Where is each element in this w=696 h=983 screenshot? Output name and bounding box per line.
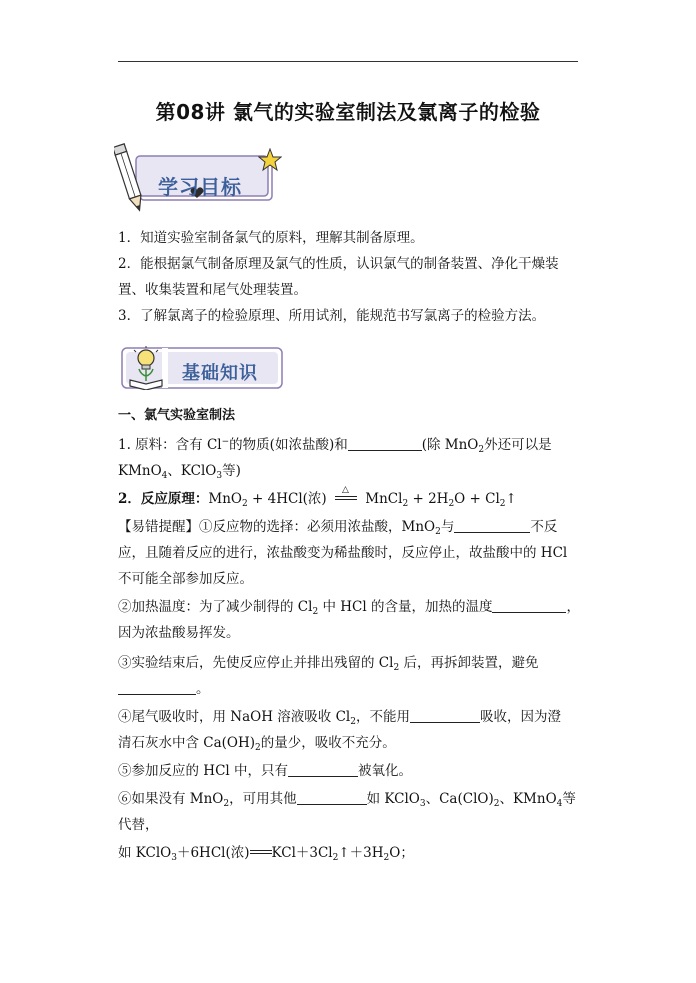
lightbulb-icon <box>126 346 166 390</box>
pencil-icon <box>114 140 144 216</box>
goal-2: 2．能根据氯气制备原理及氯气的性质，认识氯气的制备装置、净化干燥装 <box>118 256 559 272</box>
point-4-line-1: ④尾气吸收时，用 NaOH 溶液吸收 $Cl_2$，不能用 吸收，因为澄 <box>118 709 561 727</box>
banner-label: 学习目标 <box>158 175 242 199</box>
answer-blank[interactable] <box>118 680 196 695</box>
point-3-line-2: 。 <box>118 679 210 699</box>
raw-materials-line: 1. 原料：含有 Cl−的物质(如浓盐酸)和 (除 MnO$_2$外还可以是 <box>118 437 552 455</box>
goal-1: 1．知道实验室制备氯气的原料，理解其制备原理。 <box>118 230 424 246</box>
banner-learning-goals <box>112 140 292 212</box>
raw-materials-line-2: KMnO$_4$、KClO$_3$等) <box>118 463 241 481</box>
tip-line-1: 【易错提醒】①反应物的选择：必须用浓盐酸，MnO$_2$与 不反 <box>118 519 558 537</box>
book-icon <box>130 380 162 390</box>
answer-blank[interactable] <box>410 708 480 723</box>
reaction-principle: 2．反应原理：MnO$_2$ + 4HCl(浓) △ MnCl$_2$ + $2H_2O$ + $Cl_2↑$ <box>118 485 517 509</box>
page-title: 第08讲 氯气的实验室制法及氯离子的检验 <box>155 100 541 124</box>
equals-sign <box>250 850 272 854</box>
answer-blank[interactable] <box>297 790 367 805</box>
header-rule <box>118 61 578 62</box>
point-3-line-1: ③实验结束后，先使反应停止并排出残留的 $Cl_2$ 后，再拆卸装置，避免 <box>118 655 539 673</box>
point-6-line-1: ⑥如果没有 MnO$_2$，可用其他 如 KClO$_3$、$Ca(ClO)_2$、KMnO$_4$等 <box>118 791 576 809</box>
goal-2-cont: 置、收集装置和尾气处理装置。 <box>118 282 307 298</box>
example-equation: 如 KClO$_3$＋6HCl(浓) $KCl+3Cl_2↑+3H_2O$； <box>118 845 414 863</box>
point-2-line-1: ②加热温度：为了减少制得的 $Cl_2$ 中 HCl 的含量，加热的温度 ， <box>118 599 580 617</box>
point-5: ⑤参加反应的 HCl 中，只有 被氧化。 <box>118 763 413 779</box>
goal-3: 3．了解氯离子的检验原理、所用试剂，能规范书写氯离子的检验方法。 <box>118 308 546 324</box>
tip-line-2: 应，且随着反应的进行，浓盐酸变为稀盐酸时，反应停止，故盐酸中的 HCl <box>118 545 568 561</box>
heat-condition: △ <box>331 489 361 509</box>
answer-blank[interactable] <box>492 598 566 613</box>
point-4-line-2: 清石灰水中含 $Ca(OH)_2$的量少，吸收不充分。 <box>118 735 396 753</box>
section-heading: 一、氯气实验室制法 <box>118 408 236 423</box>
banner-basic-knowledge <box>118 344 288 394</box>
answer-blank[interactable] <box>454 518 530 533</box>
banner-label-2: 基础知识 <box>182 363 258 384</box>
answer-blank[interactable] <box>348 436 422 451</box>
answer-blank[interactable] <box>288 762 358 777</box>
point-2-line-2: 因为浓盐酸易挥发。 <box>118 625 240 641</box>
point-6-line-2: 代替， <box>118 817 159 833</box>
tip-line-3: 不可能全部参加反应。 <box>118 571 253 587</box>
star-icon <box>258 148 282 172</box>
